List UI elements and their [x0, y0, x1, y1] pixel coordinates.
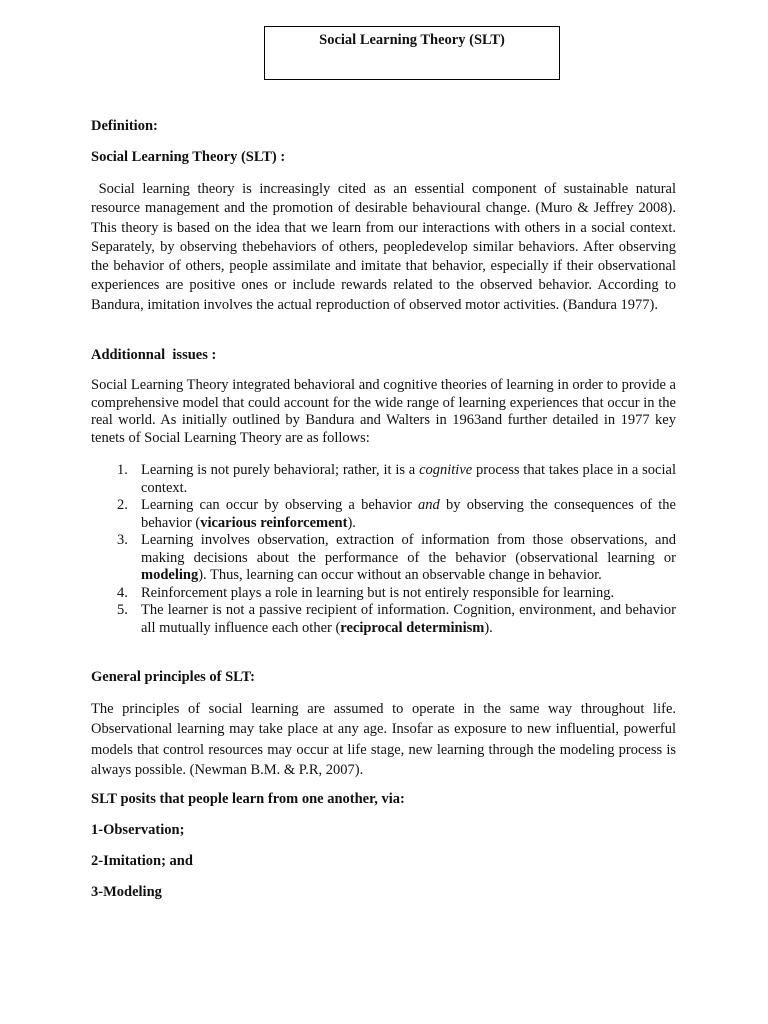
tenet-item: [91, 497, 676, 532]
definition-paragraph: Social learning theory is increasingly cited as an essential component of sustainable natural resource management and the promotion of desirable behavioural change. (Muro & Jeffrey 2008). This theory is based on the idea that we learn from our interactions with others in a social context. Separately, by observing thebehaviors of others, peopledevelop similar behaviors. After observing the behavior of others, people assimilate and imitate that behavior, especially if their observational experiences are positive ones or include rewards related to the observed behavior. According to Bandura, imitation involves the actual reproduction of observed motor activities. (Bandura 1977).: [91, 181, 680, 313]
tenet-text: ).: [347, 514, 356, 531]
tenet-text: Learning can occur by observing a behavior: [141, 497, 419, 513]
tenet-emphasis: and: [418, 497, 440, 513]
tenet-item: [91, 602, 676, 637]
principles-heading: General principles of SLT:: [91, 669, 255, 685]
tenet-number: 1.: [117, 462, 128, 478]
additional-paragraph: Social Learning Theory integrated behavioral and cognitive theories of learning in order to provide a comprehensive model that could account for the wide range of learning experiences that occur in the real world. As initially outlined by Bandura and Walters in 1963and further detailed in 1977 key tenets of Social Learning Theory are as follows:: [91, 377, 676, 446]
slt-heading: Social Learning Theory (SLT) :: [91, 149, 286, 165]
principles-paragraph: The principles of social learning are assumed to operate in the same way throughout life. Observational learning may take place at any age. Insofar as exposure to new influential, powerful models that control resources may occur at life stage, new learning through the modeling process is always possible. (Newman B.M. & P.R, 2007).: [91, 701, 676, 778]
posits-heading: SLT posits that people learn from one another, via:: [91, 791, 405, 807]
tenet-text: Reinforcement plays a role in learning but is not entirely responsible for learning.: [141, 584, 615, 601]
tenet-number: 3.: [117, 532, 128, 548]
tenets-list: [91, 462, 676, 637]
tenet-emphasis: cognitive: [419, 462, 473, 478]
tenet-text: ).: [484, 619, 493, 636]
tenet-text: Learning is not purely behavioral; rather, it is a: [141, 462, 420, 478]
title-box: [264, 26, 560, 80]
item-imitation: 2-Imitation; and: [91, 853, 193, 869]
tenet-strong: vicarious reinforcement: [200, 514, 348, 531]
document-title: Social Learning Theory (SLT): [319, 32, 505, 48]
item-observation: 1-Observation;: [91, 822, 185, 838]
tenet-strong: modeling: [141, 567, 199, 583]
tenet-text: ). Thus, learning can occur without an observable change in behavior.: [198, 567, 602, 583]
tenet-text: by observing the consequences of the behavior (: [141, 497, 676, 531]
tenet-item: [91, 532, 676, 585]
definition-heading: Definition:: [91, 118, 158, 134]
tenet-text: process that takes place in a social context.: [141, 462, 676, 496]
tenet-item: [91, 585, 676, 603]
tenet-item: [91, 462, 676, 497]
tenet-strong: reciprocal determinism: [340, 619, 485, 636]
item-modeling: 3-Modeling: [91, 884, 162, 900]
tenet-number: 4.: [117, 584, 128, 601]
tenet-text: The learner is not a passive recipient of information. Cognition, environment, and behavior all mutually influence each other (: [141, 602, 676, 636]
tenet-text: Learning involves observation, extraction of information from those observations, and making decisions about the performance of the behavior (observational learning or: [141, 532, 676, 566]
additional-issues-heading: Additionnal issues :: [91, 347, 217, 363]
tenet-number: 2.: [117, 497, 128, 513]
tenet-number: 5.: [117, 602, 128, 618]
